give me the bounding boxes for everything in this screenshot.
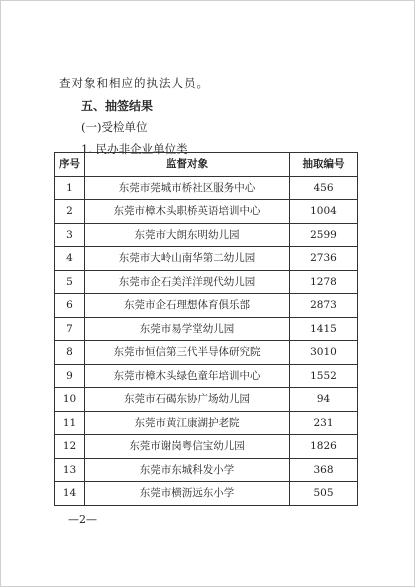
header-target: 监督对象 bbox=[85, 153, 290, 177]
row-target: 东莞市大朗东明幼儿园 bbox=[85, 223, 290, 247]
row-code: 368 bbox=[290, 458, 358, 482]
row-target: 东莞市黄江康湖护老院 bbox=[85, 411, 290, 435]
row-target: 东莞市大岭山南华第二幼儿园 bbox=[85, 247, 290, 271]
table-row bbox=[55, 411, 358, 435]
row-target: 东莞市企石美洋洋现代幼儿园 bbox=[85, 270, 290, 294]
row-code: 1415 bbox=[290, 317, 358, 341]
header-index: 序号 bbox=[55, 153, 85, 177]
table-row bbox=[55, 247, 358, 271]
table-row bbox=[55, 458, 358, 482]
row-code: 94 bbox=[290, 388, 358, 412]
page-number: —2— bbox=[68, 513, 97, 526]
row-index: 4 bbox=[55, 247, 85, 271]
row-target: 东莞市樟木头职桥英语培训中心 bbox=[85, 200, 290, 224]
category-heading: 1. 民办非企业单位类 bbox=[81, 142, 188, 156]
table-row bbox=[55, 364, 358, 388]
section-heading: 五、抽签结果 bbox=[81, 99, 154, 113]
table-row bbox=[55, 200, 358, 224]
row-target: 东莞市石碣东协广场幼儿园 bbox=[85, 388, 290, 412]
row-target: 东莞市企石理想体育俱乐部 bbox=[85, 294, 290, 318]
row-code: 505 bbox=[290, 482, 358, 506]
row-index: 8 bbox=[55, 341, 85, 365]
row-target: 东莞市恒信第三代半导体研究院 bbox=[85, 341, 290, 365]
row-code: 1552 bbox=[290, 364, 358, 388]
row-code: 231 bbox=[290, 411, 358, 435]
row-target: 东莞市易学堂幼儿园 bbox=[85, 317, 290, 341]
row-code: 1826 bbox=[290, 435, 358, 459]
row-target: 东莞市谢岗粤信宝幼儿园 bbox=[85, 435, 290, 459]
row-code: 2873 bbox=[290, 294, 358, 318]
row-target: 东莞市樟木头绿色童年培训中心 bbox=[85, 364, 290, 388]
row-index: 2 bbox=[55, 200, 85, 224]
row-code: 2599 bbox=[290, 223, 358, 247]
row-index: 14 bbox=[55, 482, 85, 506]
row-index: 10 bbox=[55, 388, 85, 412]
row-index: 9 bbox=[55, 364, 85, 388]
table-row bbox=[55, 317, 358, 341]
row-code: 1278 bbox=[290, 270, 358, 294]
row-index: 11 bbox=[55, 411, 85, 435]
row-code: 3010 bbox=[290, 341, 358, 365]
row-target: 东莞市横沥远东小学 bbox=[85, 482, 290, 506]
row-index: 12 bbox=[55, 435, 85, 459]
row-code: 1004 bbox=[290, 200, 358, 224]
row-index: 5 bbox=[55, 270, 85, 294]
table-row bbox=[55, 341, 358, 365]
table-row bbox=[55, 435, 358, 459]
header-code: 抽取编号 bbox=[290, 153, 358, 177]
row-index: 13 bbox=[55, 458, 85, 482]
row-index: 3 bbox=[55, 223, 85, 247]
row-target: 东莞市莞城市桥社区服务中心 bbox=[85, 176, 290, 200]
table-row bbox=[55, 176, 358, 200]
row-code: 456 bbox=[290, 176, 358, 200]
table-row bbox=[55, 223, 358, 247]
paragraph-line: 查对象和相应的执法人员。 bbox=[59, 76, 209, 90]
row-index: 7 bbox=[55, 317, 85, 341]
subsection-heading: (一)受检单位 bbox=[81, 120, 148, 134]
table-row bbox=[55, 270, 358, 294]
row-code: 2736 bbox=[290, 247, 358, 271]
table-row bbox=[55, 294, 358, 318]
row-target: 东莞市东城科发小学 bbox=[85, 458, 290, 482]
row-index: 6 bbox=[55, 294, 85, 318]
result-table bbox=[54, 152, 358, 506]
table-header-row bbox=[55, 153, 358, 177]
row-index: 1 bbox=[55, 176, 85, 200]
table-row bbox=[55, 482, 358, 506]
table-row bbox=[55, 388, 358, 412]
